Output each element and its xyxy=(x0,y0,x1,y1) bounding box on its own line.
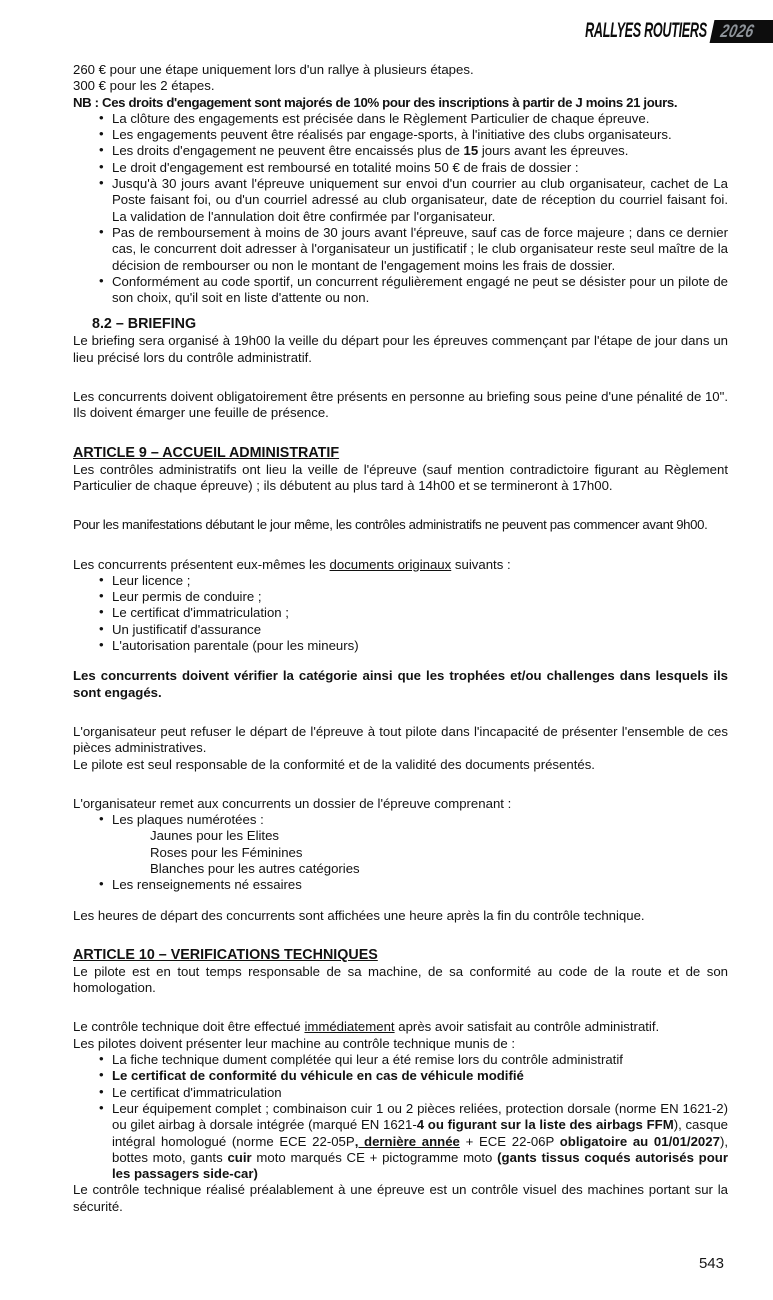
bullet-marker: • xyxy=(99,571,104,587)
article-9-paragraph-4: Le pilote est seul responsable de la conformité et de la validité des documents présentés. xyxy=(73,756,595,772)
bullet-marker: • xyxy=(99,604,104,620)
list-item-text: La clôture des engagements est précisée dans le Règlement Particulier de chaque épreuve. xyxy=(112,110,650,126)
text-run: après avoir satisfait au contrôle administratif. xyxy=(394,1019,660,1035)
dossier-bullet-list xyxy=(73,812,728,893)
article-10-paragraph-4: Le contrôle technique réalisé préalablement à une épreuve est un contrôle visuel des machines portant sur la sécurité. xyxy=(73,1182,728,1214)
list-item xyxy=(73,160,728,176)
text-run-underline: immédiatement xyxy=(304,1019,395,1035)
bullet-marker: • xyxy=(99,175,104,191)
list-item-text: Les renseignements né essaires xyxy=(112,877,302,893)
bullet-marker: • xyxy=(99,811,104,827)
article-10-paragraph-3: Les pilotes doivent présenter leur machine au contrôle technique munis de : xyxy=(73,1035,516,1051)
article-9-paragraph-6: Les heures de départ des concurrents sont affichées une heure après la fin du contrôle technique. xyxy=(73,907,645,923)
header-year-badge xyxy=(710,20,773,43)
article-9-paragraph-1: Les contrôles administratifs ont lieu la veille de l'épreuve (sauf mention contradictoire figurant au Règlement Particulier de chaque épreuve) ; ils débutent au plus tard à 14h00 et se termineront à 17h00. xyxy=(73,461,728,493)
list-item-text: Les plaques numérotées : xyxy=(112,812,264,828)
text-run: ), bottes moto, gants xyxy=(112,1133,728,1165)
list-item-text: Le droit d'engagement est remboursé en totalité moins 50 € de frais de dossier : xyxy=(112,159,579,175)
bullet-marker: • xyxy=(99,620,104,636)
list-item-text-bold: Le certificat de conformité du véhicule en cas de véhicule modifié xyxy=(112,1068,524,1084)
sub-list-item: Blanches pour les autres catégories xyxy=(150,860,360,876)
bullet-marker: • xyxy=(99,126,104,142)
list-item xyxy=(73,877,728,893)
bullet-marker: • xyxy=(99,223,104,239)
technical-check-bullet-list xyxy=(73,1052,728,1182)
intro-line-2: 300 € pour les 2 étapes. xyxy=(73,78,215,94)
bullet-marker: • xyxy=(99,272,104,288)
article-10-paragraph-2 xyxy=(73,1019,728,1035)
list-item-text: Leur permis de conduire ; xyxy=(112,589,262,605)
list-item xyxy=(73,1068,728,1084)
article-9-paragraph-2: Pour les manifestations débutant le jour même, les contrôles administratifs ne peuvent pas commencer avant 9h00. xyxy=(73,517,708,533)
article-9-heading: ARTICLE 9 – ACCUEIL ADMINISTRATIF xyxy=(73,444,340,461)
text-run-bold: (gants tissus coqués autorisés pour les passagers side-car) xyxy=(112,1149,728,1182)
bullet-marker: • xyxy=(99,142,104,158)
text-run-bold: cuir xyxy=(227,1149,252,1165)
list-item xyxy=(73,225,728,274)
bullet-marker: • xyxy=(99,1099,104,1115)
list-item-text: L'autorisation parentale (pour les mineurs) xyxy=(112,638,359,654)
list-item-text: La fiche technique dument complétée qui leur a été remise lors du contrôle administratif xyxy=(112,1052,623,1068)
intro-nb-note: NB : Ces droits d'engagement sont majorés de 10% pour des inscriptions à partir de J moins 21 jours. xyxy=(73,94,678,110)
bullet-marker: • xyxy=(99,876,104,892)
page-number: 543 xyxy=(698,1255,724,1272)
list-item xyxy=(73,1085,728,1101)
list-item xyxy=(73,622,728,638)
list-item-text: Jusqu'à 30 jours avant l'épreuve uniquement sur envoi d'un courrier au club organisateur, cachet de La Poste faisant foi, ou d'un courriel adressé au club organisateur, date de réception du courriel faisant foi. La validation de l'annulation doit être confirmée par l'organisateur. xyxy=(112,176,728,224)
text-run: + ECE 22-06P xyxy=(459,1133,560,1149)
intro-line-1: 260 € pour une étape uniquement lors d'un rallye à plusieurs étapes. xyxy=(73,62,474,77)
bullet-marker: • xyxy=(99,637,104,653)
text-run: suivants : xyxy=(451,556,511,572)
text-run: jours avant les épreuves. xyxy=(478,143,629,159)
list-item xyxy=(73,812,728,828)
list-item xyxy=(73,127,728,143)
list-item xyxy=(73,111,728,127)
list-item-text: Le certificat d'immatriculation ; xyxy=(112,605,289,621)
list-item xyxy=(73,605,728,621)
text-run-bold-underline: , dernière année xyxy=(354,1133,460,1149)
text-run-bold: obligatoire au 01/01/2027 xyxy=(559,1133,720,1149)
header-year-label: 2026 xyxy=(718,21,756,42)
sub-list-item: Roses pour les Féminines xyxy=(150,844,303,860)
documents-bullet-list xyxy=(73,573,728,654)
bullet-marker: • xyxy=(99,1067,104,1083)
article-9-paragraph-3: L'organisateur peut refuser le départ de l'épreuve à tout pilote dans l'incapacité de présenter l'ensemble de ces pièces administratives. xyxy=(73,723,728,756)
list-item xyxy=(73,589,728,605)
list-item xyxy=(73,573,728,589)
text-run-bold: 15 xyxy=(463,143,479,159)
list-item-text: Le certificat d'immatriculation xyxy=(112,1084,282,1100)
text-run: Le contrôle technique doit être effectué xyxy=(73,1019,305,1035)
bullet-marker: • xyxy=(99,1083,104,1099)
list-item xyxy=(73,274,728,307)
text-run: Les concurrents présentent eux-mêmes les xyxy=(73,556,330,572)
bullet-marker: • xyxy=(99,1051,104,1067)
bullet-marker: • xyxy=(99,109,104,125)
header-brand-title: RALLYES ROUTIERS xyxy=(585,19,707,43)
briefing-paragraph-2: Les concurrents doivent obligatoirement être présents en personne au briefing sous peine d'une pénalité de 10". Ils doivent émarger une feuille de présence. xyxy=(73,389,728,421)
bullet-marker: • xyxy=(99,588,104,604)
list-item xyxy=(73,638,728,654)
text-run: Les droits d'engagement ne peuvent être encaissés plus de xyxy=(112,143,464,159)
list-item-text: Les engagements peuvent être réalisés par engage-sports, à l'initiative des clubs organisateurs. xyxy=(112,127,672,143)
text-run: Leur équipement complet ; combinaison cuir 1 ou 2 pièces reliées, protection dorsale (norme EN 1621-2) ou gilet airbag à dorsale intégrée (marqué EN 1621- xyxy=(112,1100,728,1133)
bullet-marker: • xyxy=(99,158,104,174)
text-run-underline: documents originaux xyxy=(329,556,452,572)
list-item-text: Pas de remboursement à moins de 30 jours avant l'épreuve, sauf cas de force majeure ; dans ce dernier cas, le concurrent doit adresser à l'organisateur un justificatif ; le club organisateur reste seul maître de la décision de rembourser ou non le montant de l'engagement moins les frais de dossier. xyxy=(112,224,728,273)
list-item xyxy=(73,143,728,159)
briefing-paragraph-1: Le briefing sera organisé à 19h00 la veille du départ pour les épreuves commençant par l'étape de jour dans un lieu précisé lors du contrôle administratif. xyxy=(73,333,728,365)
page-header xyxy=(0,20,773,43)
sub-list-item: Jaunes pour les Elites xyxy=(150,828,280,844)
engagement-bullet-list xyxy=(73,111,728,307)
text-run: moto marqués CE + pictogramme moto xyxy=(251,1149,498,1165)
article-9-paragraph-5: L'organisateur remet aux concurrents un dossier de l'épreuve comprenant : xyxy=(73,795,512,811)
list-item-text: Conformément au code sportif, un concurrent régulièrement engagé ne peut se désister pour un pilote de son choix, qu'il soit en liste d'attente ou non. xyxy=(112,273,728,306)
article-10-heading: ARTICLE 10 – VERIFICATIONS TECHNIQUES xyxy=(73,946,378,963)
section-8-2-heading: 8.2 – BRIEFING xyxy=(92,316,197,333)
list-item xyxy=(73,176,728,225)
list-item xyxy=(73,1101,728,1182)
list-item xyxy=(73,1052,728,1068)
text-run: ), casque intégral homologué (norme ECE 22-05P xyxy=(112,1117,728,1149)
list-item-text: Un justificatif d'assurance xyxy=(112,621,262,637)
text-run-bold: 4 ou figurant sur la liste des airbags FFM xyxy=(416,1117,674,1133)
article-10-paragraph-1: Le pilote est en tout temps responsable de sa machine, de sa conformité au code de la route et de son homologation. xyxy=(73,963,728,996)
documents-intro-paragraph xyxy=(73,557,728,573)
category-verification-note: Les concurrents doivent vérifier la catégorie ainsi que les trophées et/ou challenges dans lesquels ils sont engagés. xyxy=(73,668,728,700)
list-item-text: Leur licence ; xyxy=(112,572,191,588)
